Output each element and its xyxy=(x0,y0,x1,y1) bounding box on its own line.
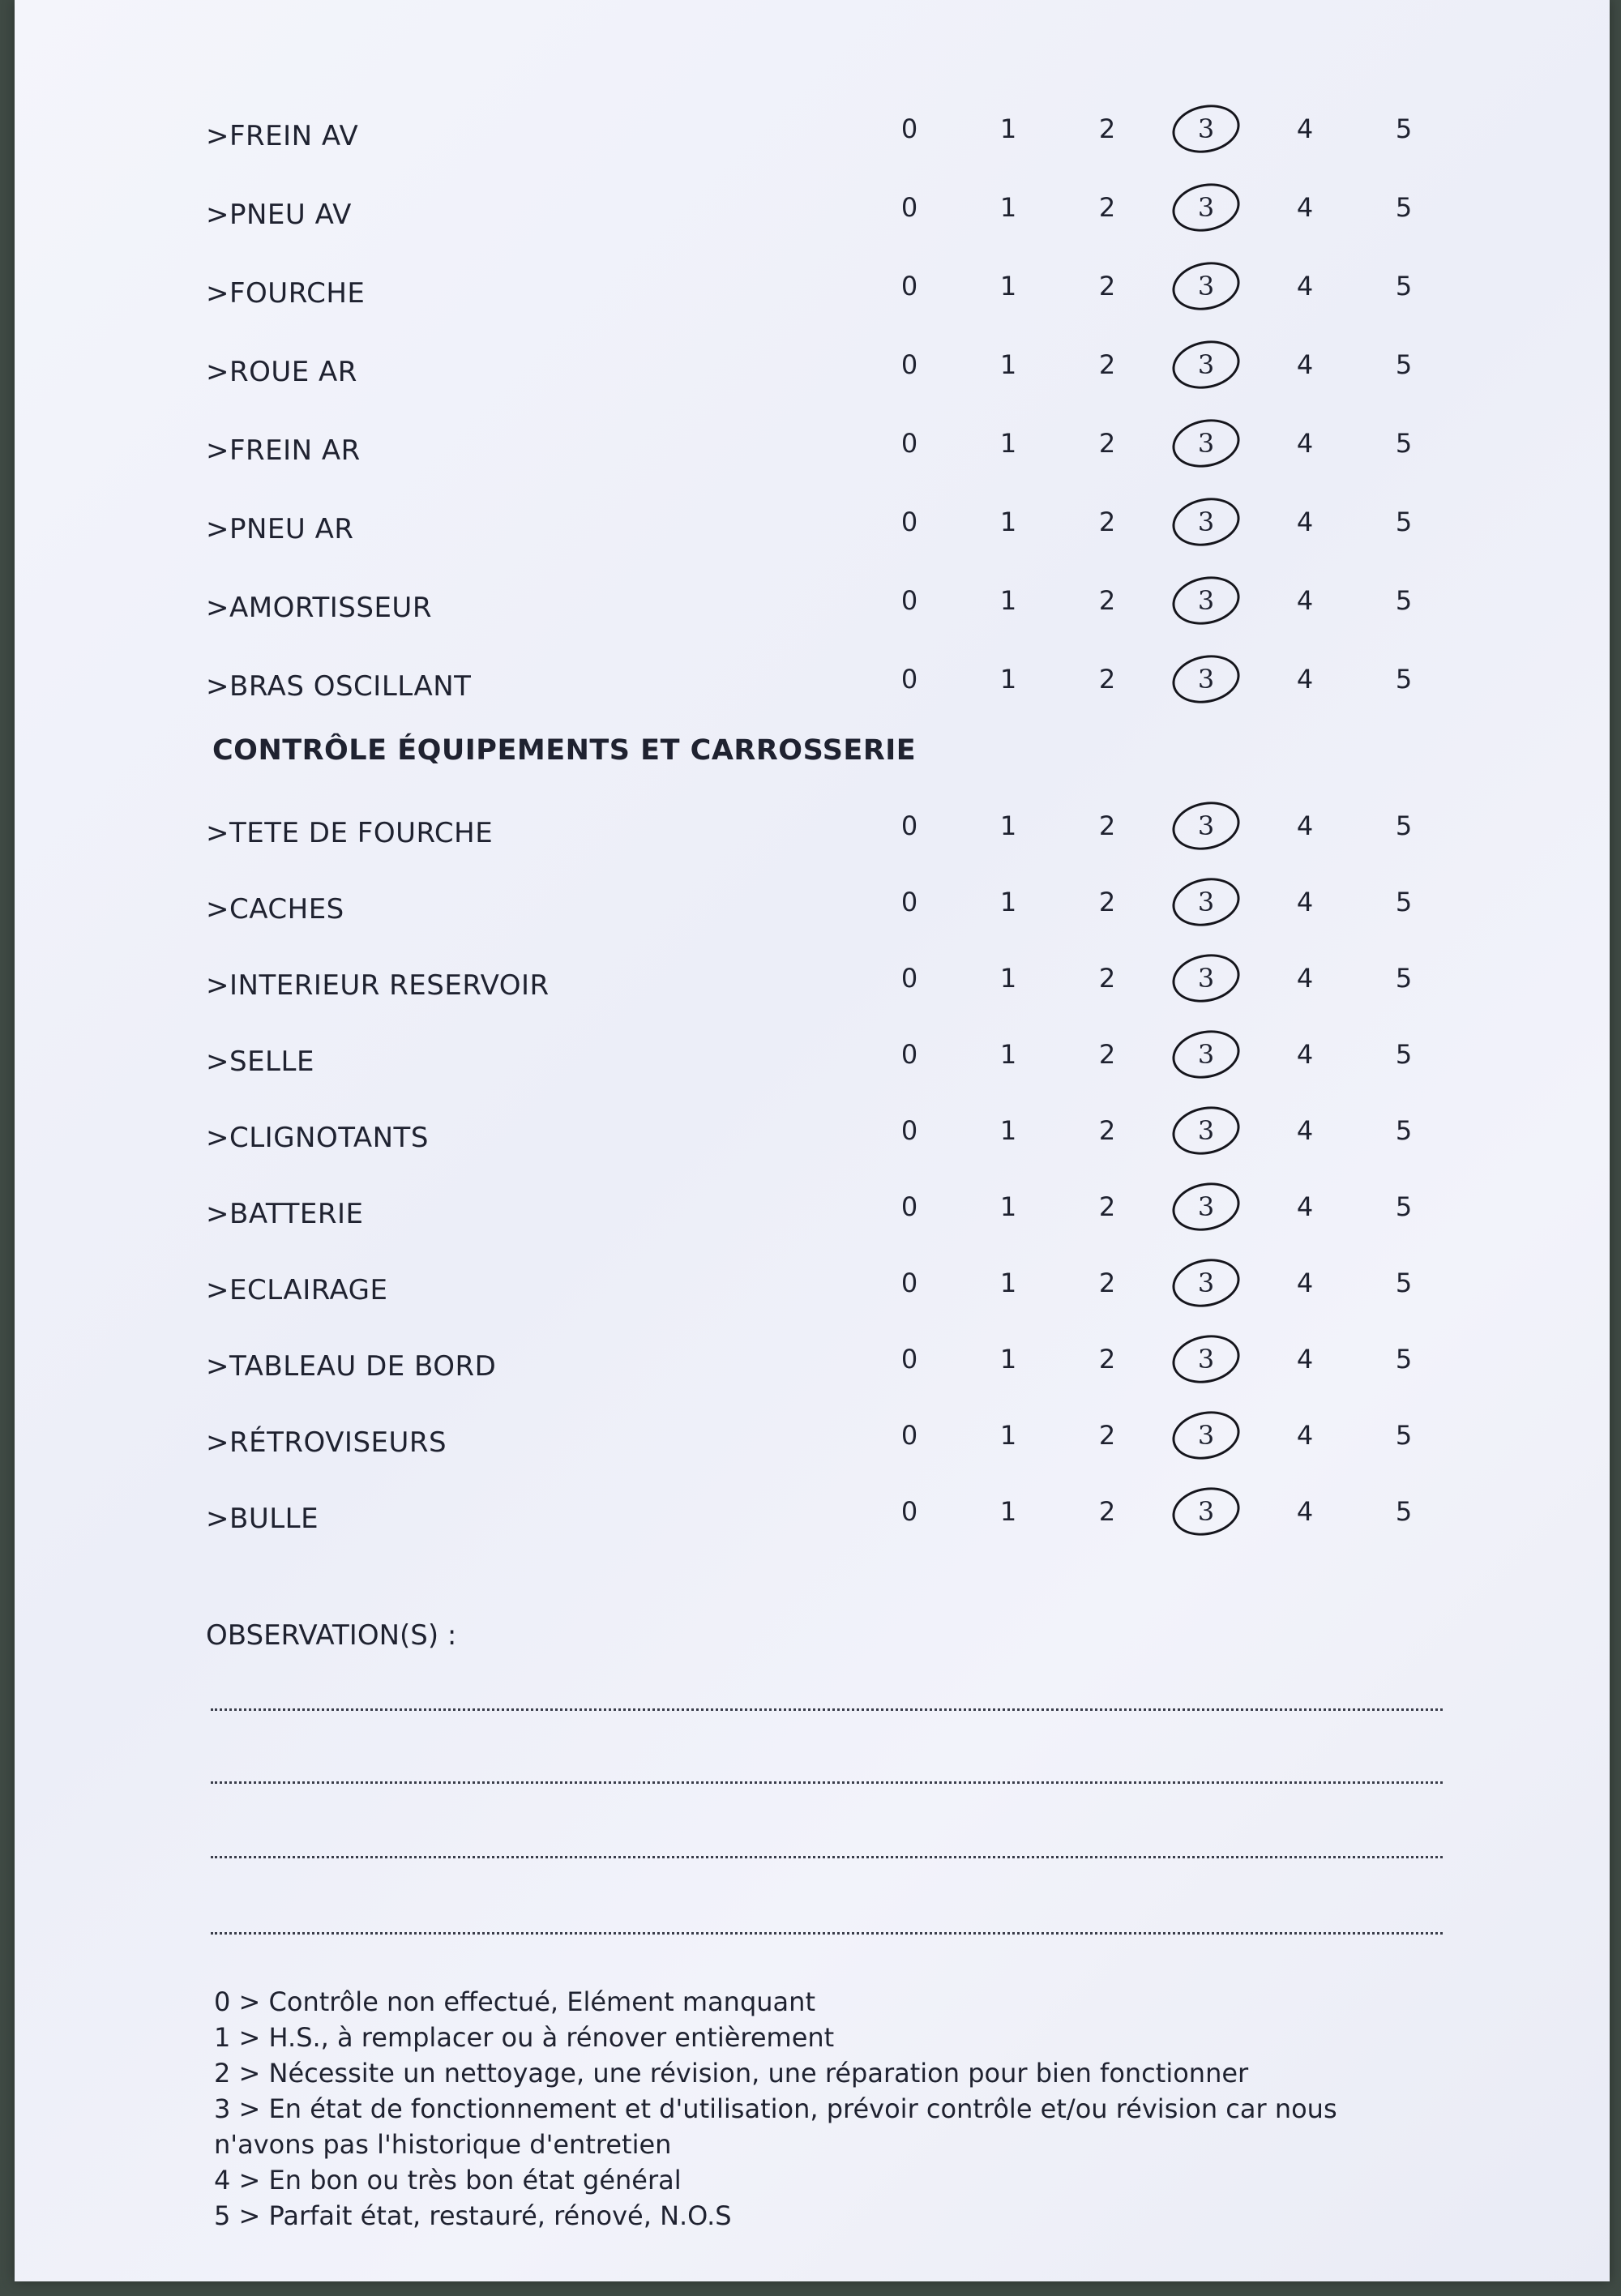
rating-option-4[interactable]: 4 xyxy=(1296,1420,1314,1451)
rating-option-1[interactable]: 1 xyxy=(999,349,1017,380)
rating-option-4[interactable]: 4 xyxy=(1296,1496,1314,1527)
hand-drawn-circle-mark xyxy=(1168,1177,1244,1237)
rating-option-2[interactable]: 2 xyxy=(1098,1496,1116,1527)
rating-option-0[interactable]: 0 xyxy=(900,1039,918,1070)
legend-line: 4 > En bon ou très bon état général xyxy=(214,2165,682,2196)
checklist-item-label: >PNEU AR xyxy=(206,513,354,545)
checklist-row xyxy=(15,1344,1610,1392)
rating-option-4[interactable]: 4 xyxy=(1296,192,1314,223)
rating-option-2[interactable]: 2 xyxy=(1098,428,1116,459)
checklist-row xyxy=(15,664,1610,712)
checklist-item-label: >INTERIEUR RESERVOIR xyxy=(206,969,550,1002)
hand-drawn-circle-mark xyxy=(1168,649,1244,709)
rating-option-1[interactable]: 1 xyxy=(999,1344,1017,1375)
rating-option-2[interactable]: 2 xyxy=(1098,963,1116,994)
checklist-row xyxy=(15,1496,1610,1545)
rating-option-2[interactable]: 2 xyxy=(1098,507,1116,537)
legend-line: 0 > Contrôle non effectué, Elément manquant xyxy=(214,1986,815,2017)
rating-option-2[interactable]: 2 xyxy=(1098,887,1116,917)
rating-option-2[interactable]: 2 xyxy=(1098,1039,1116,1070)
checklist-item-label: >ECLAIRAGE xyxy=(206,1274,388,1306)
rating-option-4[interactable]: 4 xyxy=(1296,963,1314,994)
rating-option-5[interactable]: 5 xyxy=(1395,1344,1413,1375)
rating-option-3[interactable]: 3 xyxy=(1190,1268,1222,1298)
rating-option-1[interactable]: 1 xyxy=(999,1115,1017,1146)
checklist-item-label: >BULLE xyxy=(206,1503,319,1535)
rating-option-4[interactable]: 4 xyxy=(1296,664,1314,695)
hand-drawn-circle-mark xyxy=(1168,571,1244,631)
rating-option-5[interactable]: 5 xyxy=(1395,664,1413,695)
rating-option-2[interactable]: 2 xyxy=(1098,271,1116,301)
rating-option-3[interactable]: 3 xyxy=(1190,1496,1222,1527)
rating-option-2[interactable]: 2 xyxy=(1098,1420,1116,1451)
checklist-row xyxy=(15,1115,1610,1164)
rating-option-4[interactable]: 4 xyxy=(1296,810,1314,841)
rating-legend xyxy=(214,1984,1446,2234)
checklist-row xyxy=(15,810,1610,859)
rating-option-3[interactable]: 3 xyxy=(1190,192,1222,223)
legend-line: 1 > H.S., à remplacer ou à rénover entièrement xyxy=(214,2022,835,2053)
rating-option-4[interactable]: 4 xyxy=(1296,349,1314,380)
rating-option-0[interactable]: 0 xyxy=(900,1268,918,1298)
observation-line xyxy=(211,1932,1443,1935)
rating-option-4[interactable]: 4 xyxy=(1296,428,1314,459)
rating-option-0[interactable]: 0 xyxy=(900,1191,918,1222)
observations-label: OBSERVATION(S) : xyxy=(206,1619,457,1652)
rating-option-3[interactable]: 3 xyxy=(1190,113,1222,144)
rating-option-0[interactable]: 0 xyxy=(900,585,918,616)
rating-option-1[interactable]: 1 xyxy=(999,810,1017,841)
hand-drawn-circle-mark xyxy=(1168,492,1244,552)
rating-option-4[interactable]: 4 xyxy=(1296,1115,1314,1146)
rating-option-5[interactable]: 5 xyxy=(1395,349,1413,380)
checklist-row xyxy=(15,271,1610,319)
rating-option-5[interactable]: 5 xyxy=(1395,1496,1413,1527)
rating-option-0[interactable]: 0 xyxy=(900,963,918,994)
checklist-item-label: >TETE DE FOURCHE xyxy=(206,817,494,849)
hand-drawn-circle-mark xyxy=(1168,872,1244,932)
section-title: CONTRÔLE ÉQUIPEMENTS ET CARROSSERIE xyxy=(212,734,917,767)
checklist-item-label: >SELLE xyxy=(206,1045,314,1078)
hand-drawn-circle-mark xyxy=(1168,177,1244,237)
rating-option-5[interactable]: 5 xyxy=(1395,507,1413,537)
hand-drawn-circle-mark xyxy=(1168,948,1244,1008)
hand-drawn-circle-mark xyxy=(1168,796,1244,856)
rating-option-2[interactable]: 2 xyxy=(1098,1191,1116,1222)
rating-option-1[interactable]: 1 xyxy=(999,428,1017,459)
checklist-item-label: >CLIGNOTANTS xyxy=(206,1122,429,1154)
rating-option-1[interactable]: 1 xyxy=(999,664,1017,695)
rating-option-0[interactable]: 0 xyxy=(900,1420,918,1451)
rating-option-3[interactable]: 3 xyxy=(1190,1191,1222,1222)
rating-option-4[interactable]: 4 xyxy=(1296,113,1314,144)
legend-line: 3 > En état de fonctionnement et d'utilisation, prévoir contrôle et/ou révision car nous xyxy=(214,2093,1337,2124)
observation-line xyxy=(211,1781,1443,1784)
rating-option-5[interactable]: 5 xyxy=(1395,1420,1413,1451)
legend-line: 5 > Parfait état, restauré, rénové, N.O.S xyxy=(214,2200,732,2231)
legend-line: 2 > Nécessite un nettoyage, une révision, une réparation pour bien fonctionner xyxy=(214,2058,1249,2089)
checklist-item-label: >FREIN AV xyxy=(206,120,359,152)
rating-option-1[interactable]: 1 xyxy=(999,887,1017,917)
rating-option-0[interactable]: 0 xyxy=(900,271,918,301)
hand-drawn-circle-mark xyxy=(1168,1253,1244,1313)
rating-option-4[interactable]: 4 xyxy=(1296,1191,1314,1222)
rating-option-3[interactable]: 3 xyxy=(1190,810,1222,841)
hand-drawn-circle-mark xyxy=(1168,1405,1244,1465)
rating-option-4[interactable]: 4 xyxy=(1296,887,1314,917)
rating-option-0[interactable]: 0 xyxy=(900,664,918,695)
rating-option-1[interactable]: 1 xyxy=(999,1191,1017,1222)
checklist-row xyxy=(15,887,1610,935)
rating-option-5[interactable]: 5 xyxy=(1395,1191,1413,1222)
rating-option-1[interactable]: 1 xyxy=(999,192,1017,223)
checklist-row xyxy=(15,1191,1610,1240)
rating-option-3[interactable]: 3 xyxy=(1190,963,1222,994)
rating-option-1[interactable]: 1 xyxy=(999,507,1017,537)
checklist-item-label: >FREIN AR xyxy=(206,434,361,467)
rating-option-0[interactable]: 0 xyxy=(900,428,918,459)
rating-option-2[interactable]: 2 xyxy=(1098,585,1116,616)
rating-option-4[interactable]: 4 xyxy=(1296,585,1314,616)
checklist-row xyxy=(15,428,1610,477)
rating-option-0[interactable]: 0 xyxy=(900,113,918,144)
rating-option-2[interactable]: 2 xyxy=(1098,113,1116,144)
checklist-item-label: >ROUE AR xyxy=(206,356,357,388)
rating-option-3[interactable]: 3 xyxy=(1190,887,1222,917)
checklist-item-label: >CACHES xyxy=(206,893,344,926)
checklist-item-label: >TABLEAU DE BORD xyxy=(206,1350,497,1383)
observation-line xyxy=(211,1856,1443,1858)
checklist-row xyxy=(15,192,1610,241)
rating-option-5[interactable]: 5 xyxy=(1395,1039,1413,1070)
checklist-item-label: >AMORTISSEUR xyxy=(206,592,432,624)
hand-drawn-circle-mark xyxy=(1168,99,1244,159)
checklist-item-label: >PNEU AV xyxy=(206,199,352,231)
rating-option-4[interactable]: 4 xyxy=(1296,271,1314,301)
rating-option-2[interactable]: 2 xyxy=(1098,1268,1116,1298)
rating-option-0[interactable]: 0 xyxy=(900,1115,918,1146)
rating-option-2[interactable]: 2 xyxy=(1098,1344,1116,1375)
checklist-row xyxy=(15,963,1610,1011)
rating-option-0[interactable]: 0 xyxy=(900,507,918,537)
rating-option-1[interactable]: 1 xyxy=(999,585,1017,616)
rating-option-1[interactable]: 1 xyxy=(999,1420,1017,1451)
rating-option-1[interactable]: 1 xyxy=(999,113,1017,144)
checklist-row xyxy=(15,113,1610,162)
checklist-item-label: >BRAS OSCILLANT xyxy=(206,670,472,703)
rating-option-1[interactable]: 1 xyxy=(999,271,1017,301)
rating-option-5[interactable]: 5 xyxy=(1395,963,1413,994)
rating-option-3[interactable]: 3 xyxy=(1190,664,1222,695)
inspection-sheet xyxy=(15,0,1610,2281)
rating-option-0[interactable]: 0 xyxy=(900,192,918,223)
rating-option-3[interactable]: 3 xyxy=(1190,585,1222,616)
hand-drawn-circle-mark xyxy=(1168,1101,1244,1161)
rating-option-2[interactable]: 2 xyxy=(1098,664,1116,695)
rating-option-0[interactable]: 0 xyxy=(900,810,918,841)
rating-option-0[interactable]: 0 xyxy=(900,349,918,380)
checklist-item-label: >FOURCHE xyxy=(206,277,366,310)
rating-option-3[interactable]: 3 xyxy=(1190,507,1222,537)
hand-drawn-circle-mark xyxy=(1168,256,1244,316)
rating-option-5[interactable]: 5 xyxy=(1395,1115,1413,1146)
rating-option-5[interactable]: 5 xyxy=(1395,887,1413,917)
hand-drawn-circle-mark xyxy=(1168,335,1244,395)
rating-option-3[interactable]: 3 xyxy=(1190,271,1222,301)
rating-option-5[interactable]: 5 xyxy=(1395,810,1413,841)
hand-drawn-circle-mark xyxy=(1168,1024,1244,1084)
checklist-item-label: >RÉTROVISEURS xyxy=(206,1426,447,1459)
rating-option-3[interactable]: 3 xyxy=(1190,428,1222,459)
rating-option-2[interactable]: 2 xyxy=(1098,810,1116,841)
rating-option-3[interactable]: 3 xyxy=(1190,1115,1222,1146)
rating-option-1[interactable]: 1 xyxy=(999,963,1017,994)
rating-option-1[interactable]: 1 xyxy=(999,1496,1017,1527)
hand-drawn-circle-mark xyxy=(1168,1481,1244,1541)
rating-option-3[interactable]: 3 xyxy=(1190,1344,1222,1375)
checklist-row xyxy=(15,1420,1610,1469)
rating-option-5[interactable]: 5 xyxy=(1395,1268,1413,1298)
checklist-row xyxy=(15,585,1610,634)
rating-option-0[interactable]: 0 xyxy=(900,1496,918,1527)
rating-option-4[interactable]: 4 xyxy=(1296,1268,1314,1298)
rating-option-4[interactable]: 4 xyxy=(1296,1039,1314,1070)
rating-option-4[interactable]: 4 xyxy=(1296,1344,1314,1375)
rating-option-0[interactable]: 0 xyxy=(900,887,918,917)
rating-option-5[interactable]: 5 xyxy=(1395,192,1413,223)
checklist-item-label: >BATTERIE xyxy=(206,1198,364,1230)
rating-option-2[interactable]: 2 xyxy=(1098,349,1116,380)
rating-option-3[interactable]: 3 xyxy=(1190,1039,1222,1070)
checklist-row xyxy=(15,1039,1610,1088)
rating-option-1[interactable]: 1 xyxy=(999,1268,1017,1298)
rating-option-4[interactable]: 4 xyxy=(1296,507,1314,537)
rating-option-5[interactable]: 5 xyxy=(1395,113,1413,144)
hand-drawn-circle-mark xyxy=(1168,413,1244,473)
rating-option-2[interactable]: 2 xyxy=(1098,192,1116,223)
checklist-row xyxy=(15,349,1610,398)
rating-option-5[interactable]: 5 xyxy=(1395,428,1413,459)
rating-option-3[interactable]: 3 xyxy=(1190,349,1222,380)
observation-line xyxy=(211,1708,1443,1711)
checklist-row xyxy=(15,1268,1610,1316)
hand-drawn-circle-mark xyxy=(1168,1329,1244,1389)
rating-option-5[interactable]: 5 xyxy=(1395,271,1413,301)
rating-option-3[interactable]: 3 xyxy=(1190,1420,1222,1451)
rating-option-1[interactable]: 1 xyxy=(999,1039,1017,1070)
rating-option-5[interactable]: 5 xyxy=(1395,585,1413,616)
legend-line: n'avons pas l'historique d'entretien xyxy=(214,2129,672,2160)
checklist-row xyxy=(15,507,1610,555)
rating-option-0[interactable]: 0 xyxy=(900,1344,918,1375)
rating-option-2[interactable]: 2 xyxy=(1098,1115,1116,1146)
